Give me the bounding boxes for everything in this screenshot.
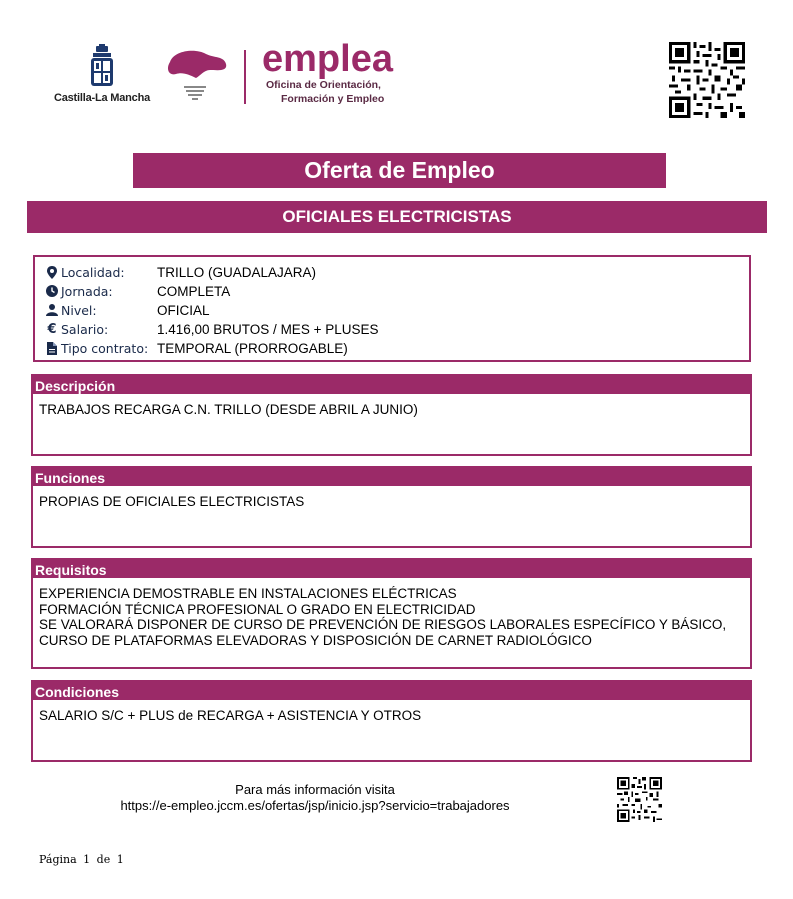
info-label: Localidad:: [61, 264, 125, 280]
info-row-localidad: [45, 263, 317, 281]
section-body: [33, 486, 750, 510]
section-line: SALARIO S/C + PLUS de RECARGA + ASISTENCIA Y OTROS: [39, 708, 422, 723]
footer-info-line: Para más información visita: [235, 782, 395, 797]
qr-code-icon: [617, 777, 662, 822]
section-line: CURSO DE PLATAFORMAS ELEVADORAS Y DISPOSICIÓN DE CARNET RADIOLÓGICO: [39, 632, 592, 648]
info-label: Tipo contrato:: [61, 340, 149, 356]
section-line: EXPERIENCIA DEMOSTRABLE EN INSTALACIONES ELÉCTRICAS: [39, 586, 457, 601]
info-row-salario: [45, 320, 379, 338]
section-descripcion: [31, 374, 752, 456]
info-value: COMPLETA: [157, 283, 231, 299]
info-row-jornada: [45, 282, 231, 300]
castilla-la-mancha-logo: [52, 44, 152, 108]
section-body: [33, 700, 750, 724]
info-value: TEMPORAL (PRORROGABLE): [157, 340, 348, 356]
section-body: [33, 578, 750, 648]
section-heading: Descripción: [33, 376, 750, 394]
qr-code-icon: [669, 42, 745, 118]
section-heading: Funciones: [33, 468, 750, 486]
info-row-nivel: [45, 301, 210, 319]
page-number: [39, 853, 124, 866]
footer-info: [90, 782, 540, 814]
page-current: 1: [83, 853, 91, 866]
emplea-shape-icon: [166, 48, 228, 106]
section-body: [33, 394, 750, 418]
coat-of-arms-icon: [52, 44, 152, 92]
info-label: Jornada:: [61, 283, 113, 299]
qr-code-top: [669, 42, 745, 118]
section-funciones: [31, 466, 752, 548]
clm-logo-text: Castilla-La Mancha: [53, 92, 151, 104]
info-value: TRILLO (GUADALAJARA): [157, 264, 317, 280]
document-icon: [45, 341, 59, 355]
section-heading: Requisitos: [33, 560, 750, 578]
section-requisitos: [31, 558, 752, 669]
info-value: OFICIAL: [157, 302, 210, 318]
qr-code-bottom: [617, 777, 662, 822]
emplea-subtitle-line2: Formación y Empleo: [281, 93, 385, 105]
person-icon: [45, 303, 59, 317]
logo-divider: [244, 50, 246, 104]
page-label: Página: [39, 853, 77, 866]
info-value: 1.416,00 BRUTOS / MES + PLUSES: [157, 321, 379, 337]
clock-icon: [45, 284, 59, 298]
info-label: Salario:: [61, 321, 109, 337]
section-line: SE VALORARÁ DISPONER DE CURSO DE PREVENCIÓN DE RIESGOS LABORALES ESPECÍFICO Y BÁSICO,: [39, 617, 727, 632]
info-row-tipo-contrato: [45, 339, 348, 357]
section-line: FORMACIÓN TÉCNICA PROFESIONAL O GRADO EN ELECTRICIDAD: [39, 601, 476, 617]
euro-icon: €: [47, 321, 57, 337]
footer-url-link[interactable]: https://e-empleo.jccm.es/ofertas/jsp/inicio.jsp?servicio=trabajadores: [120, 798, 510, 813]
page-separator: de: [96, 853, 111, 866]
job-title: OFICIALES ELECTRICISTAS: [27, 201, 767, 233]
emplea-wordmark: emplea: [262, 38, 393, 80]
page-total: 1: [116, 853, 124, 866]
section-line: PROPIAS DE OFICIALES ELECTRICISTAS: [39, 494, 305, 509]
map-pin-icon: [45, 265, 59, 279]
info-label: Nivel:: [61, 302, 97, 318]
emplea-mark-logo: [166, 48, 228, 106]
section-condiciones: [31, 680, 752, 762]
job-info-box: [33, 255, 751, 362]
section-heading: Condiciones: [33, 682, 750, 700]
page-title: Oferta de Empleo: [133, 153, 666, 188]
section-line: TRABAJOS RECARGA C.N. TRILLO (DESDE ABRIL A JUNIO): [39, 402, 418, 417]
emplea-subtitle-line1: Oficina de Orientación,: [266, 79, 381, 91]
